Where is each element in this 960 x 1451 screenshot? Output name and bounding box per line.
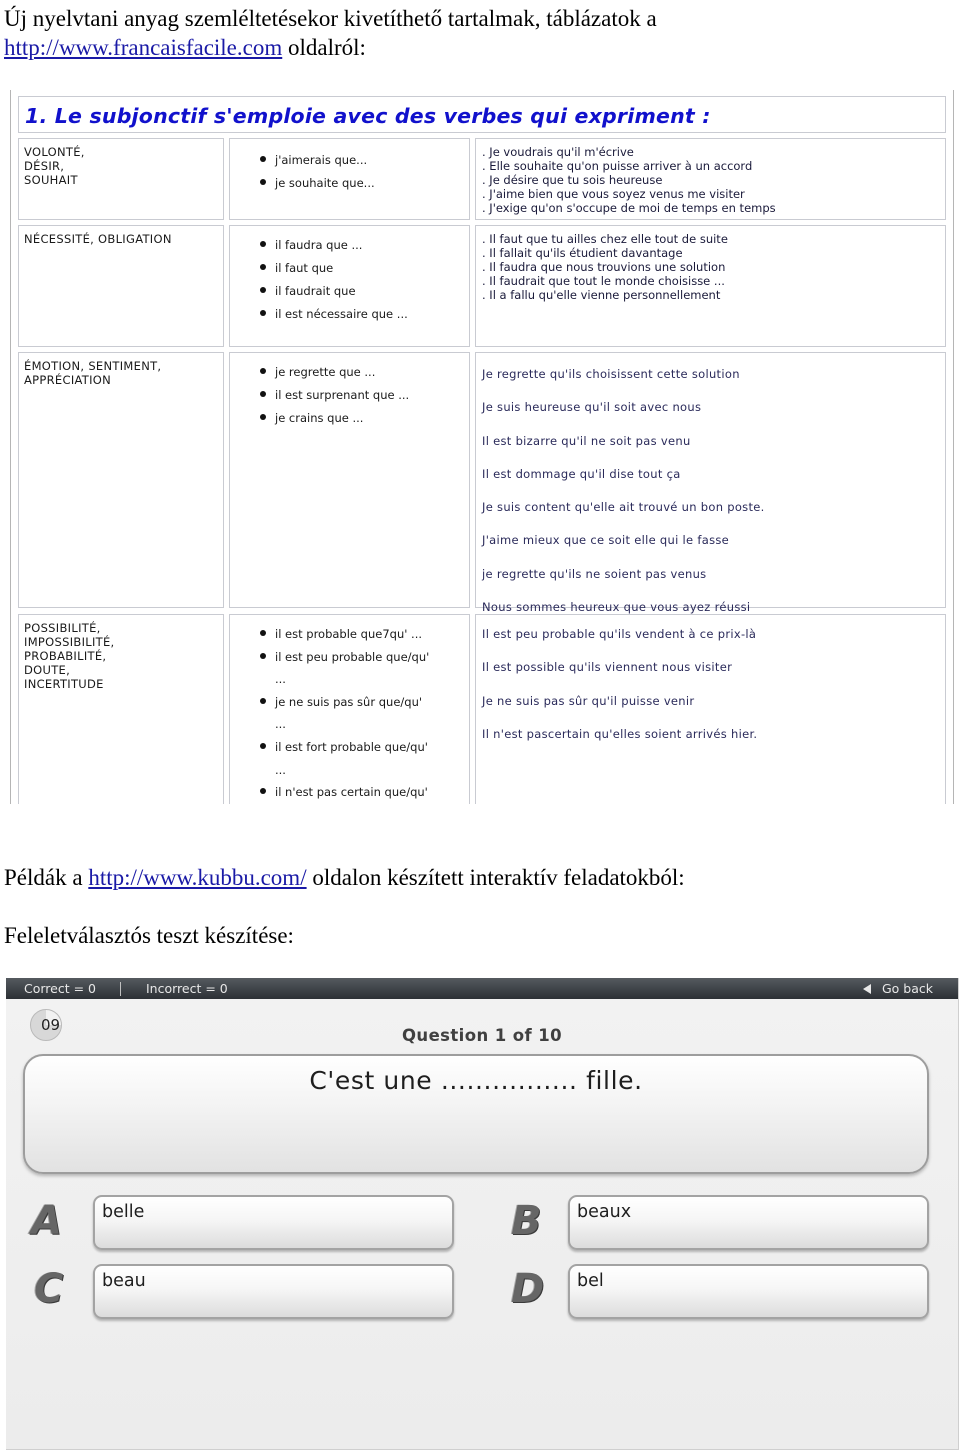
bullet-icon [260, 653, 266, 659]
table-frame-left [10, 90, 11, 804]
category-line: DOUTE, [24, 663, 71, 677]
category-line: DÉSIR, [24, 159, 65, 173]
intro-line-2 [4, 33, 366, 62]
bullet-icon [260, 179, 266, 185]
example-line: Il est dommage qu'il dise tout ça [482, 466, 681, 481]
verb-item: il est nécessaire que ... [230, 303, 469, 326]
example-line: . Je désire que tu sois heureuse [482, 173, 663, 187]
intro-line-1: Új nyelvtani anyag szemléltetésekor kivetíthető tartalmak, táblázatok a [4, 6, 657, 31]
verb-item: il n'est pas certain que/qu' [230, 781, 469, 804]
option-d-button[interactable] [568, 1264, 929, 1319]
category-cell-volonte [18, 138, 224, 220]
verb-continuation: ... [275, 762, 286, 777]
verb-item: je crains que ... [230, 407, 469, 430]
bullet-icon [260, 630, 266, 636]
option-b-button[interactable] [568, 1195, 929, 1250]
bullet-icon [260, 156, 266, 162]
option-c-letter: C [34, 1266, 64, 1312]
example-line: Il est possible qu'ils viennent nous visiter [482, 660, 733, 675]
verbs-cell-emotion [229, 352, 470, 608]
question-counter: Question 1 of 10 [402, 1026, 562, 1045]
option-a-text: belle [102, 1202, 145, 1222]
correct-count: Correct = 0 [24, 981, 96, 996]
bullet-icon [260, 743, 266, 749]
category-line: ÉMOTION, SENTIMENT, [24, 359, 162, 373]
option-b-letter: B [511, 1198, 542, 1244]
example-line: . Il a fallu qu'elle vienne personnellement [482, 288, 721, 302]
example-line: . J'exige qu'on s'occupe de moi de temps en temps [482, 201, 776, 215]
status-separator [120, 982, 121, 996]
examples-cell-necessite [475, 225, 946, 347]
example-line: Il est bizarre qu'il ne soit pas venu [482, 433, 691, 448]
category-line: INCERTITUDE [24, 677, 104, 691]
verb-item: il faudrait que [230, 280, 469, 303]
option-c-text: beau [102, 1271, 146, 1291]
option-a-letter: A [31, 1198, 62, 1244]
examples-cell-volonte [475, 138, 946, 220]
back-arrow-icon[interactable] [863, 984, 871, 994]
example-line: Nous sommes heureux que vous ayez réussi [482, 600, 751, 615]
table-title: 1. Le subjonctif s'emploie avec des verbes qui expriment : [25, 104, 711, 128]
category-line: PROBABILITÉ, [24, 649, 107, 663]
examples-heading: Példák a http://www.kubbu.com/ oldalon készített interaktív feladatokból: [4, 865, 685, 890]
verbs-cell-volonte [229, 138, 470, 220]
option-a-button[interactable] [93, 1195, 454, 1250]
verb-item: je ne suis pas sûr que/qu' [230, 691, 469, 714]
verb-item: je regrette que ... [230, 361, 469, 384]
option-b-text: beaux [577, 1202, 632, 1222]
example-line: . Il fallait qu'ils étudient davantage [482, 246, 683, 260]
category-line: VOLONTÉ, [24, 145, 85, 159]
examples-cell-possibilite [475, 614, 946, 804]
table-title-cell [18, 96, 946, 133]
category-cell-emotion [18, 352, 224, 608]
example-line: . Je voudrais qu'il m'écrive [482, 145, 634, 159]
verbs-cell-necessite [229, 225, 470, 347]
intro-line-2-rest: oldalról: [282, 35, 366, 60]
example-line: Il n'est pascertain qu'elles soient arrivés hier. [482, 726, 758, 741]
category-line: APPRÉCIATION [24, 373, 112, 387]
category-cell-necessite [18, 225, 224, 347]
bullet-icon [260, 788, 266, 794]
verb-item: il faut que [230, 257, 469, 280]
example-line: Je regrette qu'ils choisissent cette solution [482, 367, 740, 381]
example-line: . Il faut que tu ailles chez elle tout de suite [482, 232, 728, 246]
quiz-status-bar [6, 978, 958, 999]
option-c-button[interactable] [93, 1264, 454, 1319]
question-box [23, 1054, 929, 1174]
quiz-screenshot [6, 978, 959, 1450]
category-line: NÉCESSITÉ, OBLIGATION [24, 232, 172, 246]
bullet-icon [260, 287, 266, 293]
bullet-icon [260, 368, 266, 374]
verb-item: il est probable que7qu' ... [230, 623, 469, 646]
category-line: SOUHAIT [24, 173, 78, 187]
category-line: IMPOSSIBILITÉ, [24, 635, 115, 649]
example-line: Il est peu probable qu'ils vendent à ce prix-là [482, 627, 757, 641]
kubbu-link[interactable]: http://www.kubbu.com/ [88, 865, 307, 890]
verb-item: il est fort probable que/qu' [230, 736, 469, 759]
verbs-cell-possibilite [229, 614, 470, 804]
bullet-icon [260, 391, 266, 397]
verb-item: j'aimerais que... [230, 149, 469, 172]
bullet-icon [260, 241, 266, 247]
option-d-letter: D [511, 1266, 545, 1312]
table-frame-right [953, 90, 954, 804]
example-line: J'aime mieux que ce soit elle qui le fasse [482, 533, 730, 548]
verb-item: il est surprenant que ... [230, 384, 469, 407]
verb-continuation: ... [275, 672, 286, 687]
example-line: je regrette qu'ils ne soient pas venus [482, 566, 707, 581]
subjonctif-table-image [10, 90, 954, 804]
example-line: . Il faudrait que tout le monde choisisse ... [482, 274, 725, 288]
verb-continuation: ... [275, 717, 286, 732]
example-line: . Elle souhaite qu'on puisse arriver à un accord [482, 159, 753, 173]
example-line: Je ne suis pas sûr qu'il puisse venir [482, 693, 695, 708]
example-line: . Il faudra que nous trouvions une solution [482, 260, 726, 274]
category-line: POSSIBILITÉ, [24, 621, 101, 635]
bullet-icon [260, 414, 266, 420]
example-line: . J'aime bien que vous soyez venus me visiter [482, 187, 745, 201]
bullet-icon [260, 310, 266, 316]
quiz-heading: Feleletválasztós teszt készítése: [4, 923, 294, 948]
go-back-button[interactable]: Go back [882, 981, 934, 996]
bullet-icon [260, 698, 266, 704]
verb-item: il est peu probable que/qu' [230, 646, 469, 669]
option-d-text: bel [577, 1271, 604, 1291]
incorrect-count: Incorrect = 0 [146, 981, 228, 996]
category-cell-possibilite [18, 614, 224, 804]
examples-cell-emotion [475, 352, 946, 615]
verb-item: je souhaite que... [230, 172, 469, 195]
francaisfacile-link[interactable]: http://www.francaisfacile.com [4, 35, 283, 60]
question-text: C'est une ................ fille. [309, 1066, 643, 1095]
verb-item: il faudra que ... [230, 234, 469, 257]
timer-value: 09 [41, 1016, 61, 1034]
example-line: Je suis content qu'elle ait trouvé un bon poste. [482, 500, 765, 515]
bullet-icon [260, 264, 266, 270]
example-line: Je suis heureuse qu'il soit avec nous [482, 400, 702, 415]
